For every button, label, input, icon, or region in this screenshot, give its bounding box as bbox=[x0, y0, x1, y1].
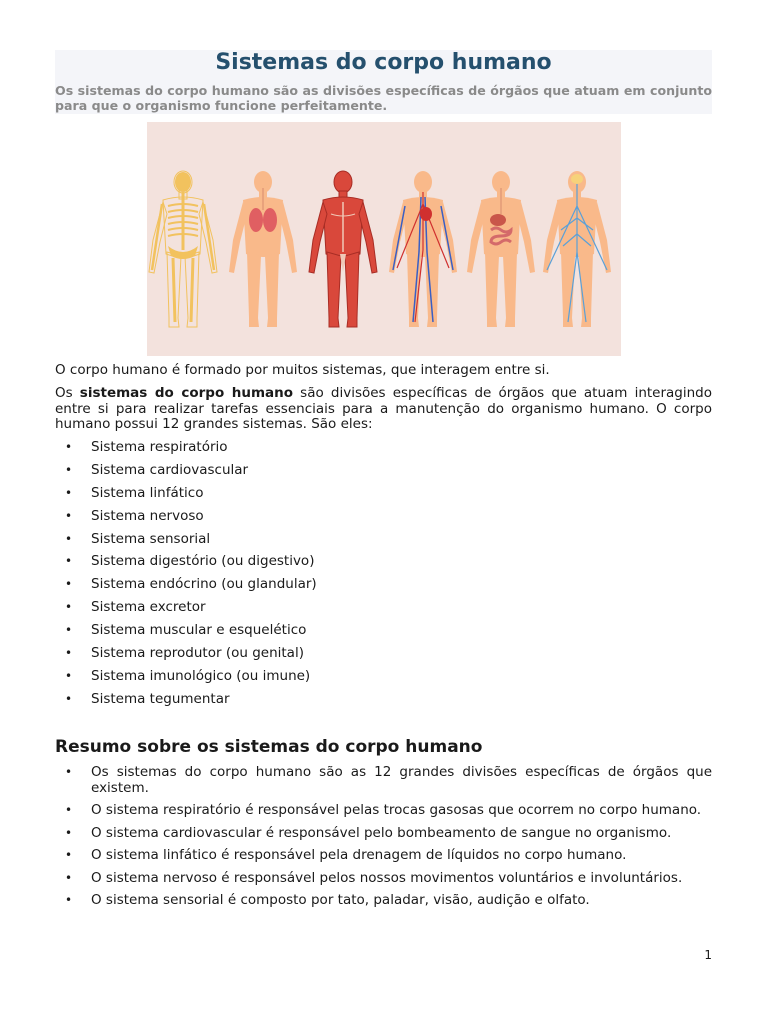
systems-list bbox=[55, 440, 712, 715]
summary-item: • O sistema respiratório é responsável pelas trocas gasosas que ocorrem no corpo humano. bbox=[55, 803, 712, 819]
list-item: • Sistema excretor bbox=[55, 600, 712, 623]
body-systems-figure bbox=[147, 122, 621, 356]
circulatory-system-figure bbox=[389, 171, 457, 327]
list-item: • Sistema sensorial bbox=[55, 532, 712, 555]
summary-heading: Resumo sobre os sistemas do corpo humano bbox=[55, 737, 483, 757]
skeletal-system-figure bbox=[149, 171, 217, 327]
list-item: • Sistema reprodutor (ou genital) bbox=[55, 646, 712, 669]
list-item: • Sistema linfático bbox=[55, 486, 712, 509]
definition-paragraph bbox=[55, 386, 712, 433]
definition-text: são divisões específicas de órgãos que atuam interagindo entre si para realizar tarefas essenciais para a manutenção do organismo humano. O corpo humano possui 12 grandes sistemas. São eles: bbox=[55, 385, 712, 432]
summary-item: • O sistema nervoso é responsável pelos nossos movimentos voluntários e involuntários. bbox=[55, 871, 712, 887]
list-item: • Sistema nervoso bbox=[55, 509, 712, 532]
summary-item: • Os sistemas do corpo humano são as 12 grandes divisões específicas de órgãos que existem. bbox=[55, 765, 712, 796]
page-title: Sistemas do corpo humano bbox=[215, 50, 552, 75]
summary-list bbox=[55, 765, 712, 916]
list-item: • Sistema digestório (ou digestivo) bbox=[55, 554, 712, 577]
page-number: 1 bbox=[704, 948, 712, 962]
summary-item: • O sistema cardiovascular é responsável pelo bombeamento de sangue no organismo. bbox=[55, 826, 712, 842]
list-item: • Sistema imunológico (ou imune) bbox=[55, 669, 712, 692]
list-item: • Sistema cardiovascular bbox=[55, 463, 712, 486]
header-banner bbox=[55, 50, 712, 114]
list-item: • Sistema endócrino (ou glandular) bbox=[55, 577, 712, 600]
list-item: • Sistema muscular e esquelético bbox=[55, 623, 712, 646]
page-subtitle: Os sistemas do corpo humano são as divisões específicas de órgãos que atuam em conjunto para que o organismo funcione perfeitamente. bbox=[55, 83, 712, 113]
list-item: • Sistema tegumentar bbox=[55, 692, 712, 715]
digestive-system-figure bbox=[467, 171, 535, 327]
definition-keyword: sistemas do corpo humano bbox=[79, 385, 294, 401]
definition-prefix: Os bbox=[55, 385, 80, 401]
list-item: • Sistema respiratório bbox=[55, 440, 712, 463]
nervous-system-figure bbox=[543, 171, 611, 327]
muscular-system-figure bbox=[309, 171, 377, 327]
intro-paragraph: O corpo humano é formado por muitos sistemas, que interagem entre si. bbox=[55, 362, 550, 378]
summary-item: • O sistema sensorial é composto por tato, paladar, visão, audição e olfato. bbox=[55, 893, 712, 909]
human-body-systems-illustration bbox=[147, 122, 621, 356]
summary-item: • O sistema linfático é responsável pela drenagem de líquidos no corpo humano. bbox=[55, 848, 712, 864]
respiratory-system-figure bbox=[229, 171, 297, 327]
